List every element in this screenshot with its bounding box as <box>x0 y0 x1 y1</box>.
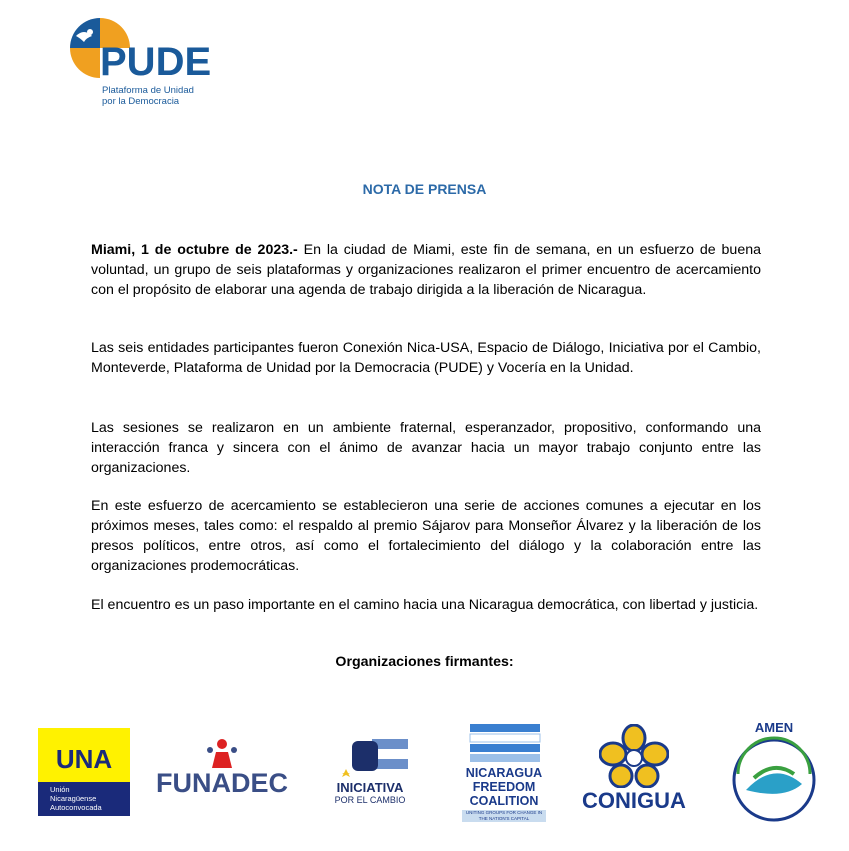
una-line2: Nicaragüense <box>50 794 97 803</box>
pude-logo <box>66 14 226 114</box>
people-icon <box>202 738 242 770</box>
una-title: UNA <box>55 744 113 774</box>
nfc-tagline: UNITING GROUPS FOR CHANGE IN THE NATION'S CAPITAL <box>462 810 546 822</box>
conigua-logo <box>578 724 690 824</box>
paragraph-4: En este esfuerzo de acercamiento se establecieron una serie de acciones comunes a ejecutar en los próximos meses, tales como: el respaldo al premio Sájarov para Monseñor Álvarez y la liberación de los presos políticos, entre otros, así como el fortalecimiento del diálogo y la colaboración entre las organizaciones prodemocráticas. <box>91 498 761 574</box>
fist-flag-icon <box>332 733 412 779</box>
una-line3: Autoconvocada <box>50 803 102 812</box>
una-logo <box>38 728 130 816</box>
paragraph-2: Las seis entidades participantes fueron Conexión Nica-USA, Espacio de Diálogo, Iniciativa por el Cambio, Monteverde, Plataforma de Unidad por la Democracia (PUDE) y Vocería en la Unidad. <box>91 340 761 376</box>
nfc-line3: COALITION <box>469 794 539 808</box>
logo-subtitle <box>102 85 194 107</box>
signers-heading: Organizaciones firmantes: <box>335 654 514 670</box>
flower-icon <box>599 724 669 788</box>
paragraph-1 <box>91 240 761 300</box>
logo-subtitle-line1: Plataforma de Unidad <box>102 85 194 96</box>
paragraph-1-text: En la ciudad de Miami, este fin de semana, en un esfuerzo de buena voluntad, un grupo de seis plataformas y organizaciones realizaron el primer encuentro de acercamiento con el propósito de elaborar una agenda de trabajo dirigida a la liberación de Nicaragua. <box>91 242 761 298</box>
nfc-name <box>458 766 550 808</box>
nfc-line2: FREEDOM <box>472 780 536 794</box>
nfc-logo <box>458 722 550 826</box>
nfc-line1: NICARAGUA <box>465 766 543 780</box>
conigua-name: CONIGUA <box>582 788 686 813</box>
funadec-logo <box>146 738 298 808</box>
iniciativa-logo <box>320 733 420 813</box>
una-band <box>38 782 130 816</box>
amen-logo <box>724 720 824 826</box>
logo-word: PUDE <box>100 40 212 84</box>
iniciativa-name: INICIATIVA <box>336 780 404 795</box>
una-line1: Unión <box>50 785 70 794</box>
page-title: NOTA DE PRENSA <box>362 181 487 197</box>
logo-subtitle-line2: por la Democracia <box>102 96 180 107</box>
dateline: Miami, 1 de octubre de 2023.- <box>91 242 298 258</box>
funadec-name: FUNADEC <box>156 768 288 798</box>
iniciativa-sub: POR EL CAMBIO <box>334 795 406 805</box>
paragraph-3: Las sesiones se realizaron en un ambiente fraternal, esperanzador, propositivo, conformando una interacción franca y sincera con el ánimo de avanzar hacia un mayor trabajo conjunto entre las organizaciones. <box>91 420 761 476</box>
amen-name: AMEN <box>754 720 794 735</box>
amen-seal-icon <box>724 734 824 824</box>
flag-stripes-icon <box>458 722 550 766</box>
paragraph-5: El encuentro es un paso importante en el camino hacia una Nicaragua democrática, con libertad y justicia. <box>91 597 759 613</box>
